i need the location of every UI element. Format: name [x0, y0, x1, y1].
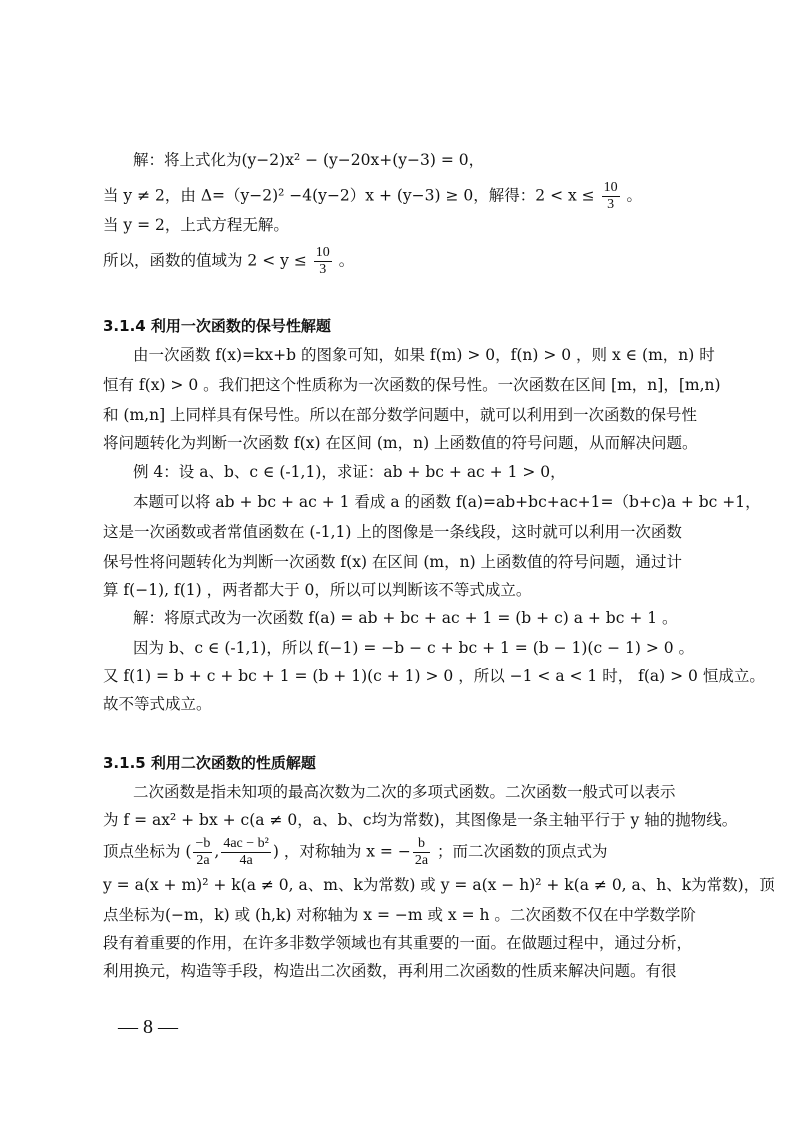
fraction: $\frac{b}{2a}$: [414, 836, 429, 868]
fraction-10-over-3: $\frac{10}{3}$: [315, 245, 330, 277]
fraction: $\frac{-b}{2a}$: [195, 836, 211, 868]
paragraph-line: 由一次函数 f(x)=kx+b 的图象可知，如果 f(m) > 0，f(n) > 0 ，则 x ∈ (m，n) 时: [133, 346, 715, 364]
section-heading-3-1-5: 3.1.5 利用二次函数的性质解题: [103, 754, 316, 772]
paragraph-line: 保号性将问题转化为判断一次函数 f(x) 在区间 (m，n) 上函数值的符号问题，通过计: [103, 553, 683, 571]
paragraph-line: 利用换元，构造等手段，构造出二次函数，再利用二次函数的性质来解决问题。有很: [103, 962, 677, 980]
page-number: — 8 —: [118, 1016, 178, 1038]
solution-line-2: 当 y ≠ 2，由 Δ=（y−2)² −4(y−2）x + (y−3) ≥ 0，解得：2 < x ≤ $\frac{10}{3}$ 。: [103, 180, 643, 212]
fraction: $\frac{\text{4ac − b²}}{4a}$: [223, 836, 269, 868]
paragraph-line: 算 f(−1), f(1) ，两者都大于 0，所以可以判断该不等式成立。: [103, 581, 532, 599]
solution-line-4: 所以，函数的值域为 2 < y ≤ $\frac{10}{3}$ 。: [103, 245, 355, 277]
paragraph-line: 恒有 f(x) > 0 。我们把这个性质称为一次函数的保号性。一次函数在区间 [m，n]，[m,n): [103, 376, 721, 394]
paragraph-line: 段有着重要的作用，在许多非数学领域也有其重要的一面。在做题过程中，通过分析，: [103, 934, 693, 952]
paragraph-line: 本题可以将 ab + bc + ac + 1 看成 a 的函数 f(a)=ab+bc+ac+1=（b+c)a + bc +1，: [133, 493, 761, 511]
paragraph-line: 为 f = ax² + bx + c(a ≠ 0，a、b、c均为常数)，其图像是一条主轴平行于 y 轴的抛物线。: [103, 811, 738, 829]
paragraph-line: 和 (m,n] 上同样具有保号性。所以在部分数学问题中，就可以利用到一次函数的保号性: [103, 406, 698, 424]
example-4-line: 例 4：设 a、b、c ∈ (-1,1)，求证：ab + bc + ac + 1 > 0，: [133, 463, 566, 481]
paragraph-line: 点坐标为(−m，k) 或 (h,k) 对称轴为 x = −m 或 x = h 。二次函数不仅在中学数学阶: [103, 906, 696, 924]
solution-line-3: 当 y = 2，上式方程无解。: [103, 216, 289, 234]
solution-line: 又 f(1) = b + c + bc + 1 = (b + 1)(c + 1) > 0 ，所以 −1 < a < 1 时， f(a) > 0 恒成立。: [103, 667, 765, 685]
conclusion-line: 故不等式成立。: [103, 695, 212, 713]
paragraph-line: y = a(x + m)² + k(a ≠ 0, a、m、k为常数) 或 y = a(x − h)² + k(a ≠ 0, a、h、k为常数)，顶: [103, 876, 775, 894]
solution-line: 因为 b、c ∈ (-1,1)，所以 f(−1) = −b − c + bc + 1 = (b − 1)(c − 1) > 0 。: [133, 639, 695, 657]
paragraph-line: 二次函数是指未知项的最高次数为二次的多项式函数。二次函数一般式可以表示: [133, 783, 676, 801]
fraction-10-over-3: $\frac{10}{3}$: [603, 180, 618, 212]
section-heading-3-1-4: 3.1.4 利用一次函数的保号性解题: [103, 317, 331, 335]
solution-line: 解：将原式改为一次函数 f(a) = ab + bc + ac + 1 = (b + c) a + bc + 1 。: [133, 609, 678, 627]
paragraph-line: 这是一次函数或者常值函数在 (-1,1) 上的图像是一条线段，这时就可以利用一次函数: [103, 523, 682, 541]
paragraph-line: 顶点坐标为 ( $\frac{-b}{2a}$ , $\frac{\text{4ac − b²}}{4a}$ ) ，对称轴为 x = − $\frac{b}{2a}$ ；而二次函数的顶点式为: [103, 836, 608, 868]
paragraph-line: 将问题转化为判断一次函数 f(x) 在区间 (m，n) 上函数值的符号问题，从而解决问题。: [103, 434, 698, 452]
solution-line-1: 解：将上式化为(y−2)x² − (y−20x+(y−3) = 0，: [133, 151, 485, 169]
